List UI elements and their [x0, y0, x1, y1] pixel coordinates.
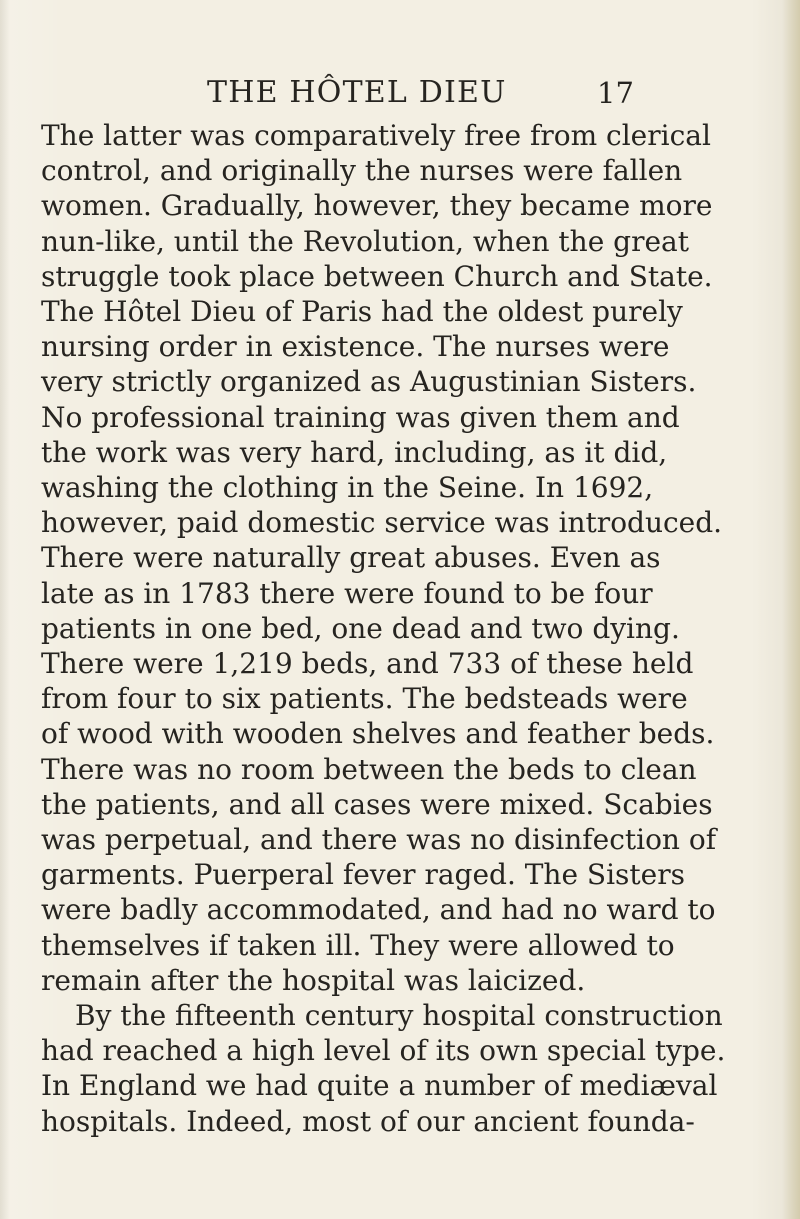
paragraph [41, 118, 723, 998]
text-line: nursing order in existence. The nurses were [41, 330, 670, 364]
text-line: No professional training was given them and [41, 400, 680, 434]
text-line: nun-like, until the Revolution, when the great [41, 224, 689, 258]
text-line: The latter was comparatively free from clerical [41, 119, 711, 152]
page-right-edge [782, 0, 800, 1219]
text-line: By the fifteenth century hospital construction [75, 999, 723, 1033]
text-line: themselves if taken ill. They were allowed to [41, 928, 675, 962]
page-left-edge [0, 0, 10, 1219]
text-line: There was no room between the beds to clean [41, 752, 697, 786]
text-line: garments. Puerperal fever raged. The Sisters [41, 858, 685, 892]
text-line: were badly accommodated, and had no ward to [41, 893, 716, 927]
text-line: had reached a high level of its own special type. [41, 1034, 726, 1068]
text-line: In England we had quite a number of mediæval [41, 1069, 718, 1103]
text-line: remain after the hospital was laicized. [41, 963, 586, 997]
text-line: There were 1,219 beds, and 733 of these held [41, 647, 694, 681]
running-title: THE HÔTEL DIEU [207, 75, 507, 110]
text-line: of wood with wooden shelves and feather beds. [41, 717, 715, 751]
text-line: from four to six patients. The bedsteads were [41, 682, 688, 716]
text-line: control, and originally the nurses were fallen [41, 154, 683, 188]
body-text [41, 118, 726, 1139]
text-line: however, paid domestic service was introduced. [41, 506, 723, 540]
text-line: was perpetual, and there was no disinfection of [41, 823, 717, 857]
text-line: washing the clothing in the Seine. In 1692, [41, 471, 654, 505]
page-number: 17 [597, 76, 634, 110]
paragraph [41, 998, 726, 1139]
text-line: hospitals. Indeed, most of our ancient founda- [41, 1104, 695, 1138]
text-line: patients in one bed, one dead and two dying. [41, 611, 680, 645]
text-line: There were naturally great abuses. Even as [41, 541, 661, 575]
text-line: late as in 1783 there were found to be four [41, 576, 653, 610]
page-header [0, 73, 800, 113]
text-line: the work was very hard, including, as it did, [41, 435, 668, 469]
text-line: very strictly organized as Augustinian Sisters. [41, 365, 697, 399]
text-line: The Hôtel Dieu of Paris had the oldest purely [41, 295, 683, 329]
text-line: the patients, and all cases were mixed. Scabies [41, 787, 713, 821]
text-line: women. Gradually, however, they became more [41, 189, 713, 223]
text-line: struggle took place between Church and State. [41, 259, 713, 293]
